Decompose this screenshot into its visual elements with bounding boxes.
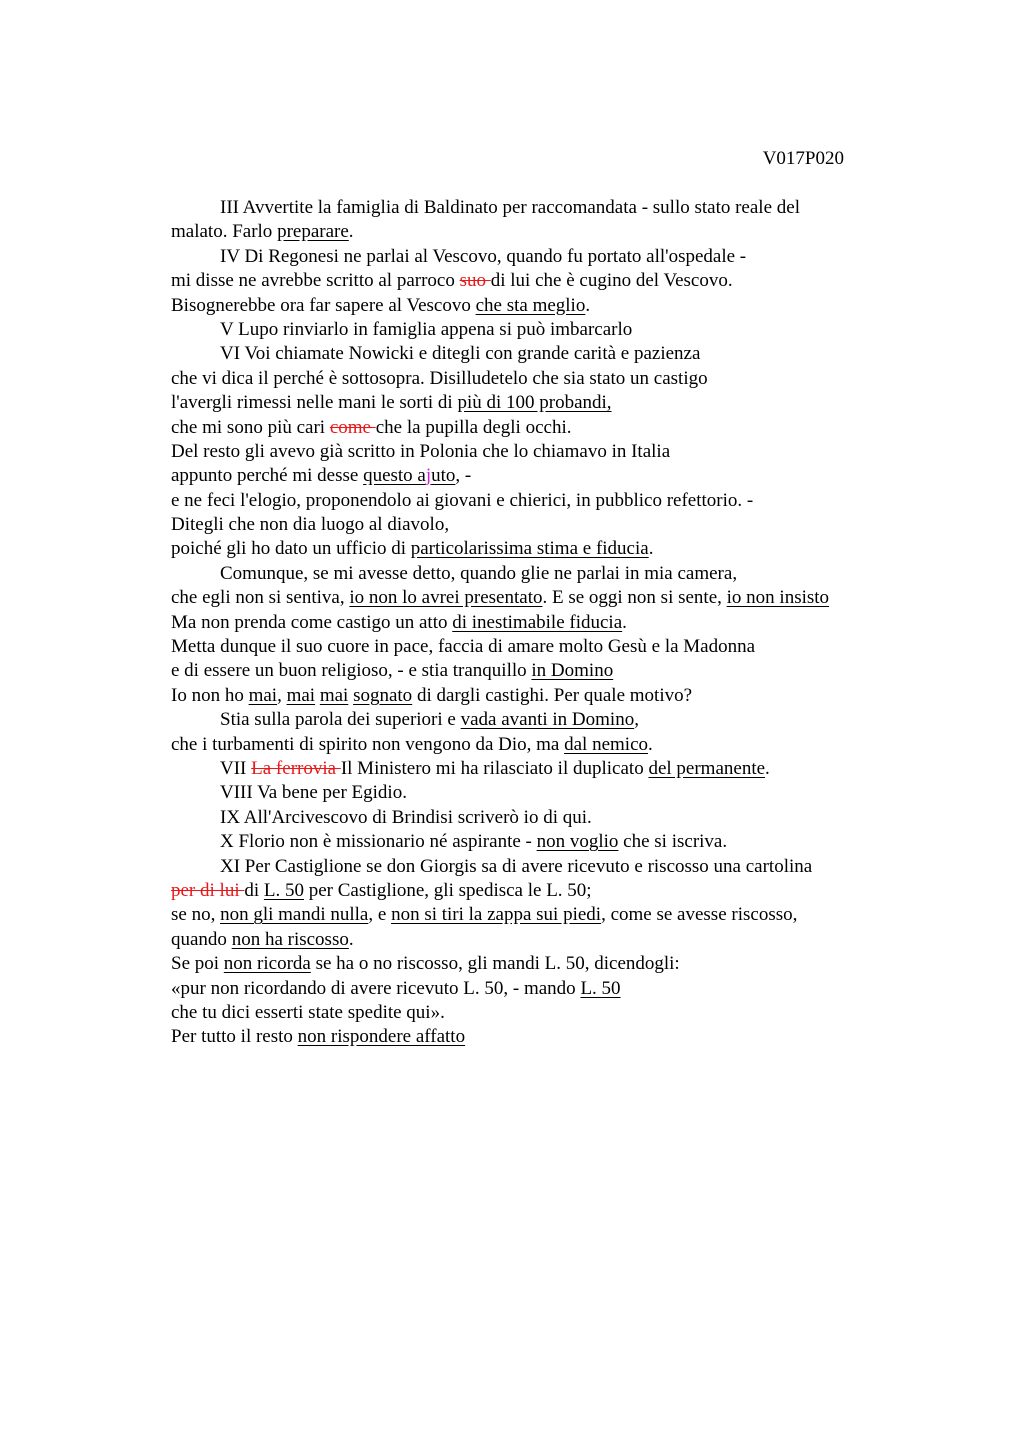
text-run: che tu dici esserti state spedite qui». bbox=[171, 1001, 445, 1023]
underlined-text: preparare bbox=[277, 221, 349, 243]
text-run: l'avergli rimessi nelle mani le sorti di bbox=[171, 392, 458, 414]
underlined-text: vada avanti in Domino bbox=[460, 709, 635, 731]
text-line bbox=[171, 733, 911, 757]
underlined-text: più di 100 probandi, bbox=[457, 392, 612, 414]
underlined-text: sognato bbox=[353, 684, 413, 706]
text-line bbox=[171, 830, 911, 854]
text-run: III Avvertite la famiglia di Baldinato per raccomandata - sullo stato reale del bbox=[220, 197, 800, 218]
text-line bbox=[171, 220, 911, 244]
text-line bbox=[171, 611, 911, 635]
underlined-text: non ha riscosso bbox=[231, 928, 349, 950]
text-line bbox=[171, 537, 911, 561]
text-run: che si iscriva. bbox=[618, 831, 728, 853]
text-line bbox=[171, 903, 911, 927]
underlined-text: particolarissima stima e fiducia bbox=[410, 538, 649, 560]
underlined-text: non si tiri la zappa sui piedi bbox=[391, 904, 602, 926]
text-run: malato. Farlo bbox=[171, 221, 278, 243]
text-line bbox=[171, 196, 911, 220]
struck-text: La ferrovia bbox=[251, 757, 341, 779]
text-run: XI Per Castiglione se don Giorgis sa di avere ricevuto e riscosso una cartolina bbox=[220, 855, 813, 877]
text-line bbox=[171, 879, 911, 903]
text-run: quando bbox=[171, 928, 232, 950]
underlined-text: non gli mandi nulla bbox=[220, 904, 369, 926]
text-line bbox=[171, 391, 911, 415]
text-line bbox=[171, 562, 911, 586]
text-line bbox=[171, 977, 911, 1001]
underlined-text: non rispondere affatto bbox=[297, 1026, 466, 1048]
text-run: per Castiglione, gli spedisca le L. 50; bbox=[304, 879, 592, 901]
text-run: , bbox=[634, 709, 639, 731]
text-line bbox=[171, 245, 911, 269]
text-run: Ditegli che non dia luogo al diavolo, bbox=[171, 514, 450, 536]
text-run: X Florio non è missionario né aspirante - bbox=[220, 831, 537, 853]
text-line bbox=[171, 586, 911, 610]
text-line bbox=[171, 416, 911, 440]
letter-body bbox=[171, 196, 911, 1050]
text-run: mi disse ne avrebbe scritto al parroco bbox=[171, 270, 460, 292]
inserted-underlined-text: j bbox=[425, 465, 432, 487]
underlined-text: io non insisto bbox=[726, 587, 830, 609]
text-line bbox=[171, 781, 911, 805]
underlined-text: mai bbox=[286, 684, 316, 706]
underlined-text: uto bbox=[431, 465, 456, 487]
underlined-text: io non lo avrei presentato bbox=[349, 587, 543, 609]
text-line bbox=[171, 342, 911, 366]
text-run: Bisognerebbe ora far sapere al Vescovo bbox=[171, 294, 476, 316]
underlined-text: L. 50 bbox=[263, 879, 304, 901]
text-line bbox=[171, 757, 911, 781]
text-run: Per tutto il resto bbox=[171, 1026, 298, 1048]
text-run: Metta dunque il suo cuore in pace, faccia di amare molto Gesù e la Madonna bbox=[171, 636, 756, 658]
underlined-text: non ricorda bbox=[223, 953, 311, 975]
text-line bbox=[171, 464, 911, 488]
text-run: se no, bbox=[171, 904, 221, 926]
text-line bbox=[171, 294, 911, 318]
underlined-text: questo a bbox=[363, 465, 426, 487]
text-line bbox=[171, 928, 911, 952]
text-run: che i turbamenti di spirito non vengono da Dio, ma bbox=[171, 733, 565, 755]
text-line bbox=[171, 635, 911, 659]
text-line bbox=[171, 1025, 911, 1049]
struck-text: per di lui bbox=[171, 879, 245, 901]
text-run: . bbox=[585, 294, 591, 316]
text-run: di lui che è cugino del Vescovo. bbox=[490, 270, 733, 292]
text-run: che egli non si sentiva, bbox=[171, 587, 350, 609]
text-run: VII bbox=[220, 757, 252, 779]
page-identifier: V017P020 bbox=[762, 148, 844, 169]
underlined-text: del permanente bbox=[648, 757, 766, 779]
underlined-text: di inestimabile fiducia bbox=[452, 611, 623, 633]
text-run: . E se oggi non si sente, bbox=[542, 587, 727, 609]
text-run: VI Voi chiamate Nowicki e ditegli con grande carità e pazienza bbox=[220, 343, 701, 365]
text-run: . bbox=[348, 928, 354, 950]
text-run: e di essere un buon religioso, - e stia tranquillo bbox=[171, 660, 532, 682]
text-run: che vi dica il perché è sottosopra. Disilludetelo che sia stato un castigo bbox=[171, 367, 708, 389]
underlined-text: L. 50 bbox=[580, 977, 621, 999]
underlined-text: mai bbox=[319, 684, 349, 706]
text-run: Il Ministero mi ha rilasciato il duplicato bbox=[340, 757, 649, 779]
text-line bbox=[171, 513, 911, 537]
text-line bbox=[171, 440, 911, 464]
text-line bbox=[171, 367, 911, 391]
text-run: «pur non ricordando di avere ricevuto L. 50, - mando bbox=[171, 977, 581, 999]
text-run: di dargli castighi. Per quale motivo? bbox=[412, 684, 693, 706]
underlined-text: dal nemico bbox=[564, 733, 649, 755]
underlined-text: che sta meglio bbox=[475, 294, 586, 316]
text-run: VIII Va bene per Egidio. bbox=[220, 782, 407, 804]
text-run: Del resto gli avevo già scritto in Polonia che lo chiamavo in Italia bbox=[171, 440, 671, 462]
text-run: Io non ho bbox=[171, 684, 249, 706]
underlined-text: mai bbox=[248, 684, 278, 706]
text-run: Stia sulla parola dei superiori e bbox=[220, 709, 461, 731]
text-line bbox=[171, 1001, 911, 1025]
text-run: poiché gli ho dato un ufficio di bbox=[171, 538, 411, 560]
text-run: Se poi bbox=[171, 953, 224, 975]
text-run: , come se avesse riscosso, bbox=[601, 904, 798, 926]
text-run: V Lupo rinviarlo in famiglia appena si può imbarcarlo bbox=[220, 318, 633, 340]
text-run: che la pupilla degli occhi. bbox=[375, 416, 572, 438]
text-run: . bbox=[765, 757, 770, 779]
text-line bbox=[171, 684, 911, 708]
text-run: Comunque, se mi avesse detto, quando glie ne parlai in mia camera, bbox=[220, 562, 738, 584]
text-run: se ha o no riscosso, gli mandi L. 50, dicendogli: bbox=[310, 953, 680, 975]
text-run: . bbox=[348, 221, 354, 243]
text-run: che mi sono più cari bbox=[171, 416, 330, 438]
text-run: . bbox=[648, 538, 654, 560]
struck-text: suo bbox=[459, 270, 491, 292]
text-run: IX All'Arcivescovo di Brindisi scriverò io di qui. bbox=[220, 806, 592, 828]
text-run: . bbox=[622, 611, 627, 633]
text-line bbox=[171, 806, 911, 830]
underlined-text: in Domino bbox=[531, 660, 614, 682]
text-run: , e bbox=[368, 904, 392, 926]
text-run: e ne feci l'elogio, proponendolo ai giovani e chierici, in pubblico refettorio. - bbox=[171, 489, 754, 511]
text-line bbox=[171, 318, 911, 342]
text-line bbox=[171, 269, 911, 293]
text-run: Ma non prenda come castigo un atto bbox=[171, 611, 453, 633]
text-run: , - bbox=[455, 465, 472, 487]
text-line bbox=[171, 659, 911, 683]
text-run: , bbox=[277, 684, 287, 706]
text-run: . bbox=[648, 733, 653, 755]
underlined-text: non voglio bbox=[536, 831, 619, 853]
text-run: IV Di Regonesi ne parlai al Vescovo, quando fu portato all'ospedale - bbox=[220, 245, 747, 267]
text-run: appunto perché mi desse bbox=[171, 465, 364, 487]
text-line bbox=[171, 855, 911, 879]
struck-text: come bbox=[329, 416, 376, 438]
text-line bbox=[171, 708, 911, 732]
text-line bbox=[171, 489, 911, 513]
text-line bbox=[171, 952, 911, 976]
text-run: di bbox=[244, 879, 264, 901]
